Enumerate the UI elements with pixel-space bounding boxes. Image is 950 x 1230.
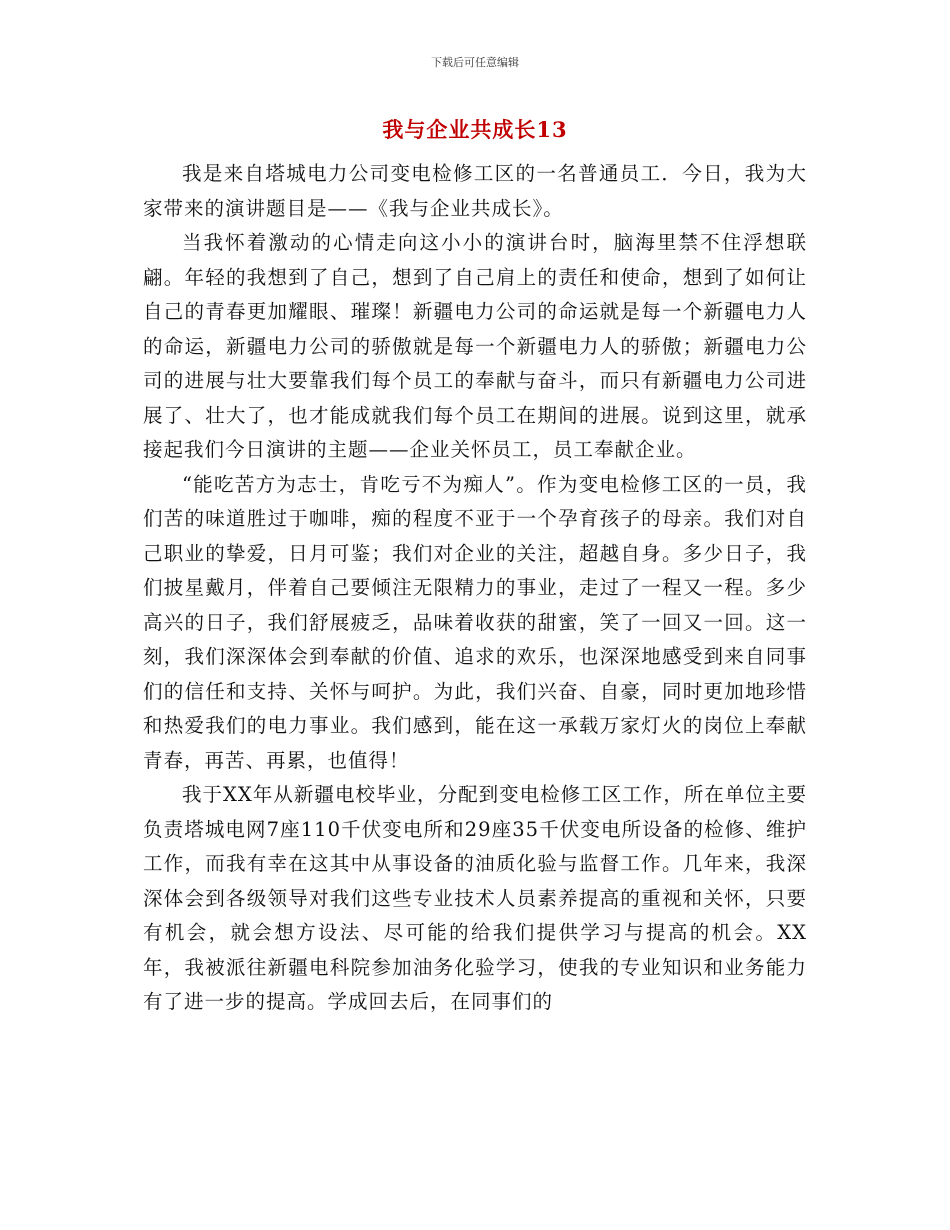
paragraph: 我于XX年从新疆电校毕业，分配到变电检修工区工作，所在单位主要负责塔城电网7座110千伏变电所和29座35千伏变电所设备的检修、维护工作，而我有幸在这其中从事设备的油质化验与监督工作。几年来，我深深体会到各级领导对我们这些专业技术人员素养提高的重视和关怀，只要有机会，就会想方设法、尽可能的给我们提供学习与提高的机会。XX年，我被派往新疆电科院参加油务化验学习，使我的专业知识和业务能力有了进一步的提高。学成回去后，在同事们的 <box>143 783 807 1013</box>
document-title: 我与企业共成长13 <box>382 117 568 142</box>
document-body <box>143 157 807 1020</box>
page-header-note: 下载后可任意编辑 <box>431 56 519 69</box>
paragraph: 我是来自塔城电力公司变电检修工区的一名普通员工．今日，我为大家带来的演讲题目是——《我与企业共成长》。 <box>143 162 807 220</box>
paragraph: “能吃苦方为志士，肯吃亏不为痴人”。作为变电检修工区的一员，我们苦的味道胜过于咖啡，痴的程度不亚于一个孕育孩子的母亲。我们对自己职业的挚爱，日月可鉴；我们对企业的关注，超越自身。多少日子，我们披星戴月，伴着自己要倾注无限精力的事业，走过了一程又一程。多少高兴的日子，我们舒展疲乏，品味着收获的甜蜜，笑了一回又一回。这一刻，我们深深体会到奉献的价值、追求的欢乐，也深深地感受到来自同事们的信任和支持、关怀与呵护。为此，我们兴奋、自豪，同时更加地珍惜和热爱我们的电力事业。我们感到，能在这一承载万家灯火的岗位上奉献青春，再苦、再累，也值得！ <box>143 472 807 772</box>
paragraph: 当我怀着激动的心情走向这小小的演讲台时，脑海里禁不住浮想联翩。年轻的我想到了自己，想到了自己肩上的责任和使命，想到了如何让自己的青春更加耀眼、璀璨！新疆电力公司的命运就是每一个新疆电力人的命运，新疆电力公司的骄傲就是每一个新疆电力人的骄傲；新疆电力公司的进展与壮大要靠我们每个员工的奉献与奋斗，而只有新疆电力公司进展了、壮大了，也才能成就我们每个员工在期间的进展。说到这里，就承接起我们今日演讲的主题——企业关怀员工，员工奉献企业。 <box>143 231 807 461</box>
